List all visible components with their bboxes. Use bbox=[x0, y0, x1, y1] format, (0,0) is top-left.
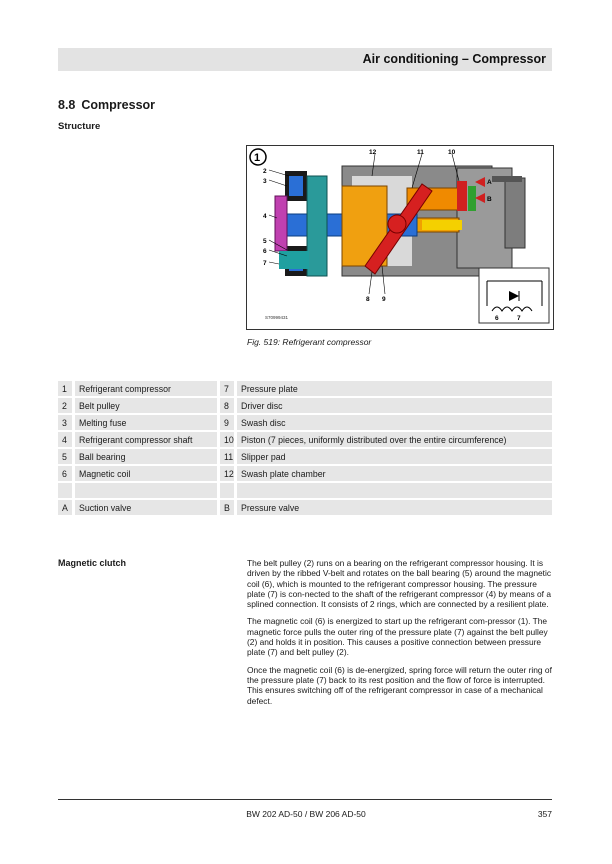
part-number bbox=[220, 483, 237, 498]
part-label: Belt pulley bbox=[75, 398, 220, 413]
leader-3 bbox=[269, 180, 287, 186]
callout-11: 11 bbox=[417, 149, 424, 156]
footer-divider bbox=[58, 799, 552, 800]
part-number: 2 bbox=[58, 398, 75, 413]
part-label bbox=[237, 483, 552, 498]
callout-6: 6 bbox=[263, 248, 267, 255]
part-label: Driver disc bbox=[237, 398, 552, 413]
callout-inset-7: 7 bbox=[517, 315, 521, 322]
callout-inset-6: 6 bbox=[495, 315, 499, 322]
ball-bearing bbox=[279, 251, 309, 269]
section-heading bbox=[58, 98, 161, 112]
part-number: A bbox=[58, 500, 75, 515]
figure-badge: 1 bbox=[254, 152, 261, 164]
part-number: 7 bbox=[220, 381, 237, 396]
section-title: Compressor bbox=[81, 98, 156, 112]
figure-caption: Fig. 519: Refrigerant compressor bbox=[247, 337, 372, 347]
parts-row bbox=[58, 466, 552, 481]
part-label: Pressure plate bbox=[237, 381, 552, 396]
parts-table bbox=[58, 379, 552, 517]
parts-row bbox=[58, 398, 552, 413]
part-label: Pressure valve bbox=[237, 500, 552, 515]
part-label: Refrigerant compressor bbox=[75, 381, 220, 396]
part-number: 3 bbox=[58, 415, 75, 430]
compressor-figure bbox=[246, 145, 554, 330]
structure-subheading: Structure bbox=[58, 121, 101, 132]
parts-row bbox=[58, 500, 552, 515]
clutch-paragraph: The magnetic coil (6) is energized to start up the refrigerant com-pressor (1). The magnetic force pulls the outer ring of the pressure plate (7) against the belt pulley (2) and holds it in position. This causes a positive connection between pressure plate (7) and belt pulley (2). bbox=[247, 616, 548, 658]
part-number: 6 bbox=[58, 466, 75, 481]
callout-4: 4 bbox=[263, 213, 267, 220]
part-number: 1 bbox=[58, 381, 75, 396]
clutch-paragraph: Once the magnetic coil (6) is de-energized, spring force will return the outer ring of the pressure plate (7) back to its rest position and the flow of force is interrupted. This ensures switching off of the refrigerant compressor in case of a mechanical defect. bbox=[247, 664, 552, 706]
swash-hub bbox=[388, 215, 406, 233]
footer-page-number: 357 bbox=[537, 809, 552, 819]
pulley-body bbox=[307, 176, 327, 276]
part-label: Slipper pad bbox=[237, 449, 552, 464]
magnetic-clutch-text bbox=[247, 558, 553, 713]
part-number: 8 bbox=[220, 398, 237, 413]
part-label: Swash disc bbox=[237, 415, 552, 430]
figure-code: S70999431 bbox=[265, 315, 289, 320]
part-label: Magnetic coil bbox=[75, 466, 220, 481]
callout-10: 10 bbox=[448, 149, 456, 156]
part-label: Piston (7 pieces, uniformly distributed over the entire circumference) bbox=[237, 432, 552, 447]
part-label: Suction valve bbox=[75, 500, 220, 515]
header-title: Air conditioning – Compressor bbox=[362, 52, 546, 66]
callout-a: A bbox=[487, 179, 492, 186]
compressor-diagram bbox=[247, 146, 553, 329]
parts-row bbox=[58, 415, 552, 430]
parts-row bbox=[58, 483, 552, 498]
part-label bbox=[75, 483, 220, 498]
part-number: 11 bbox=[220, 449, 237, 464]
clutch-paragraph: The belt pulley (2) runs on a bearing on the refrigerant compressor housing. It is driven by the ribbed V-belt and rotates on the ball bearing (5) around the magnetic coil (6), which is mounted to the refrigerant compressor housing. The pressure plate (7) is con-nected to the shaft of the refrigerant compressor (4) by means of a splined connection. It consists of 2 rings, which are connected by a resilient plate. bbox=[247, 558, 552, 610]
section-number: 8.8 bbox=[58, 98, 76, 112]
callout-9: 9 bbox=[382, 296, 386, 303]
rear-cover bbox=[505, 178, 525, 248]
leader-7 bbox=[269, 262, 279, 264]
valve-red bbox=[457, 181, 467, 211]
valve-plate bbox=[422, 220, 462, 230]
part-label: Ball bearing bbox=[75, 449, 220, 464]
part-label: Refrigerant compressor shaft bbox=[75, 432, 220, 447]
callout-12: 12 bbox=[369, 149, 377, 156]
callout-8: 8 bbox=[366, 296, 370, 303]
header-bar bbox=[58, 48, 552, 71]
callout-3: 3 bbox=[263, 178, 267, 185]
parts-table-body bbox=[58, 381, 552, 515]
callout-7: 7 bbox=[263, 260, 267, 267]
parts-row bbox=[58, 432, 552, 447]
parts-row bbox=[58, 381, 552, 396]
callout-b: B bbox=[487, 196, 492, 203]
part-number: B bbox=[220, 500, 237, 515]
footer-model: BW 202 AD-50 / BW 206 AD-50 bbox=[246, 809, 366, 819]
suction-pipe bbox=[492, 176, 522, 182]
part-number: 12 bbox=[220, 466, 237, 481]
part-number: 5 bbox=[58, 449, 75, 464]
callout-5: 5 bbox=[263, 238, 267, 245]
part-number: 9 bbox=[220, 415, 237, 430]
callout-2: 2 bbox=[263, 168, 267, 175]
part-number: 10 bbox=[220, 432, 237, 447]
part-label: Swash plate chamber bbox=[237, 466, 552, 481]
part-number bbox=[58, 483, 75, 498]
pressure-plate bbox=[275, 196, 287, 251]
part-number: 4 bbox=[58, 432, 75, 447]
parts-row bbox=[58, 449, 552, 464]
valve-green bbox=[468, 186, 476, 211]
coil-winding-top bbox=[289, 176, 303, 196]
magnetic-clutch-label: Magnetic clutch bbox=[58, 558, 127, 568]
part-label: Melting fuse bbox=[75, 415, 220, 430]
